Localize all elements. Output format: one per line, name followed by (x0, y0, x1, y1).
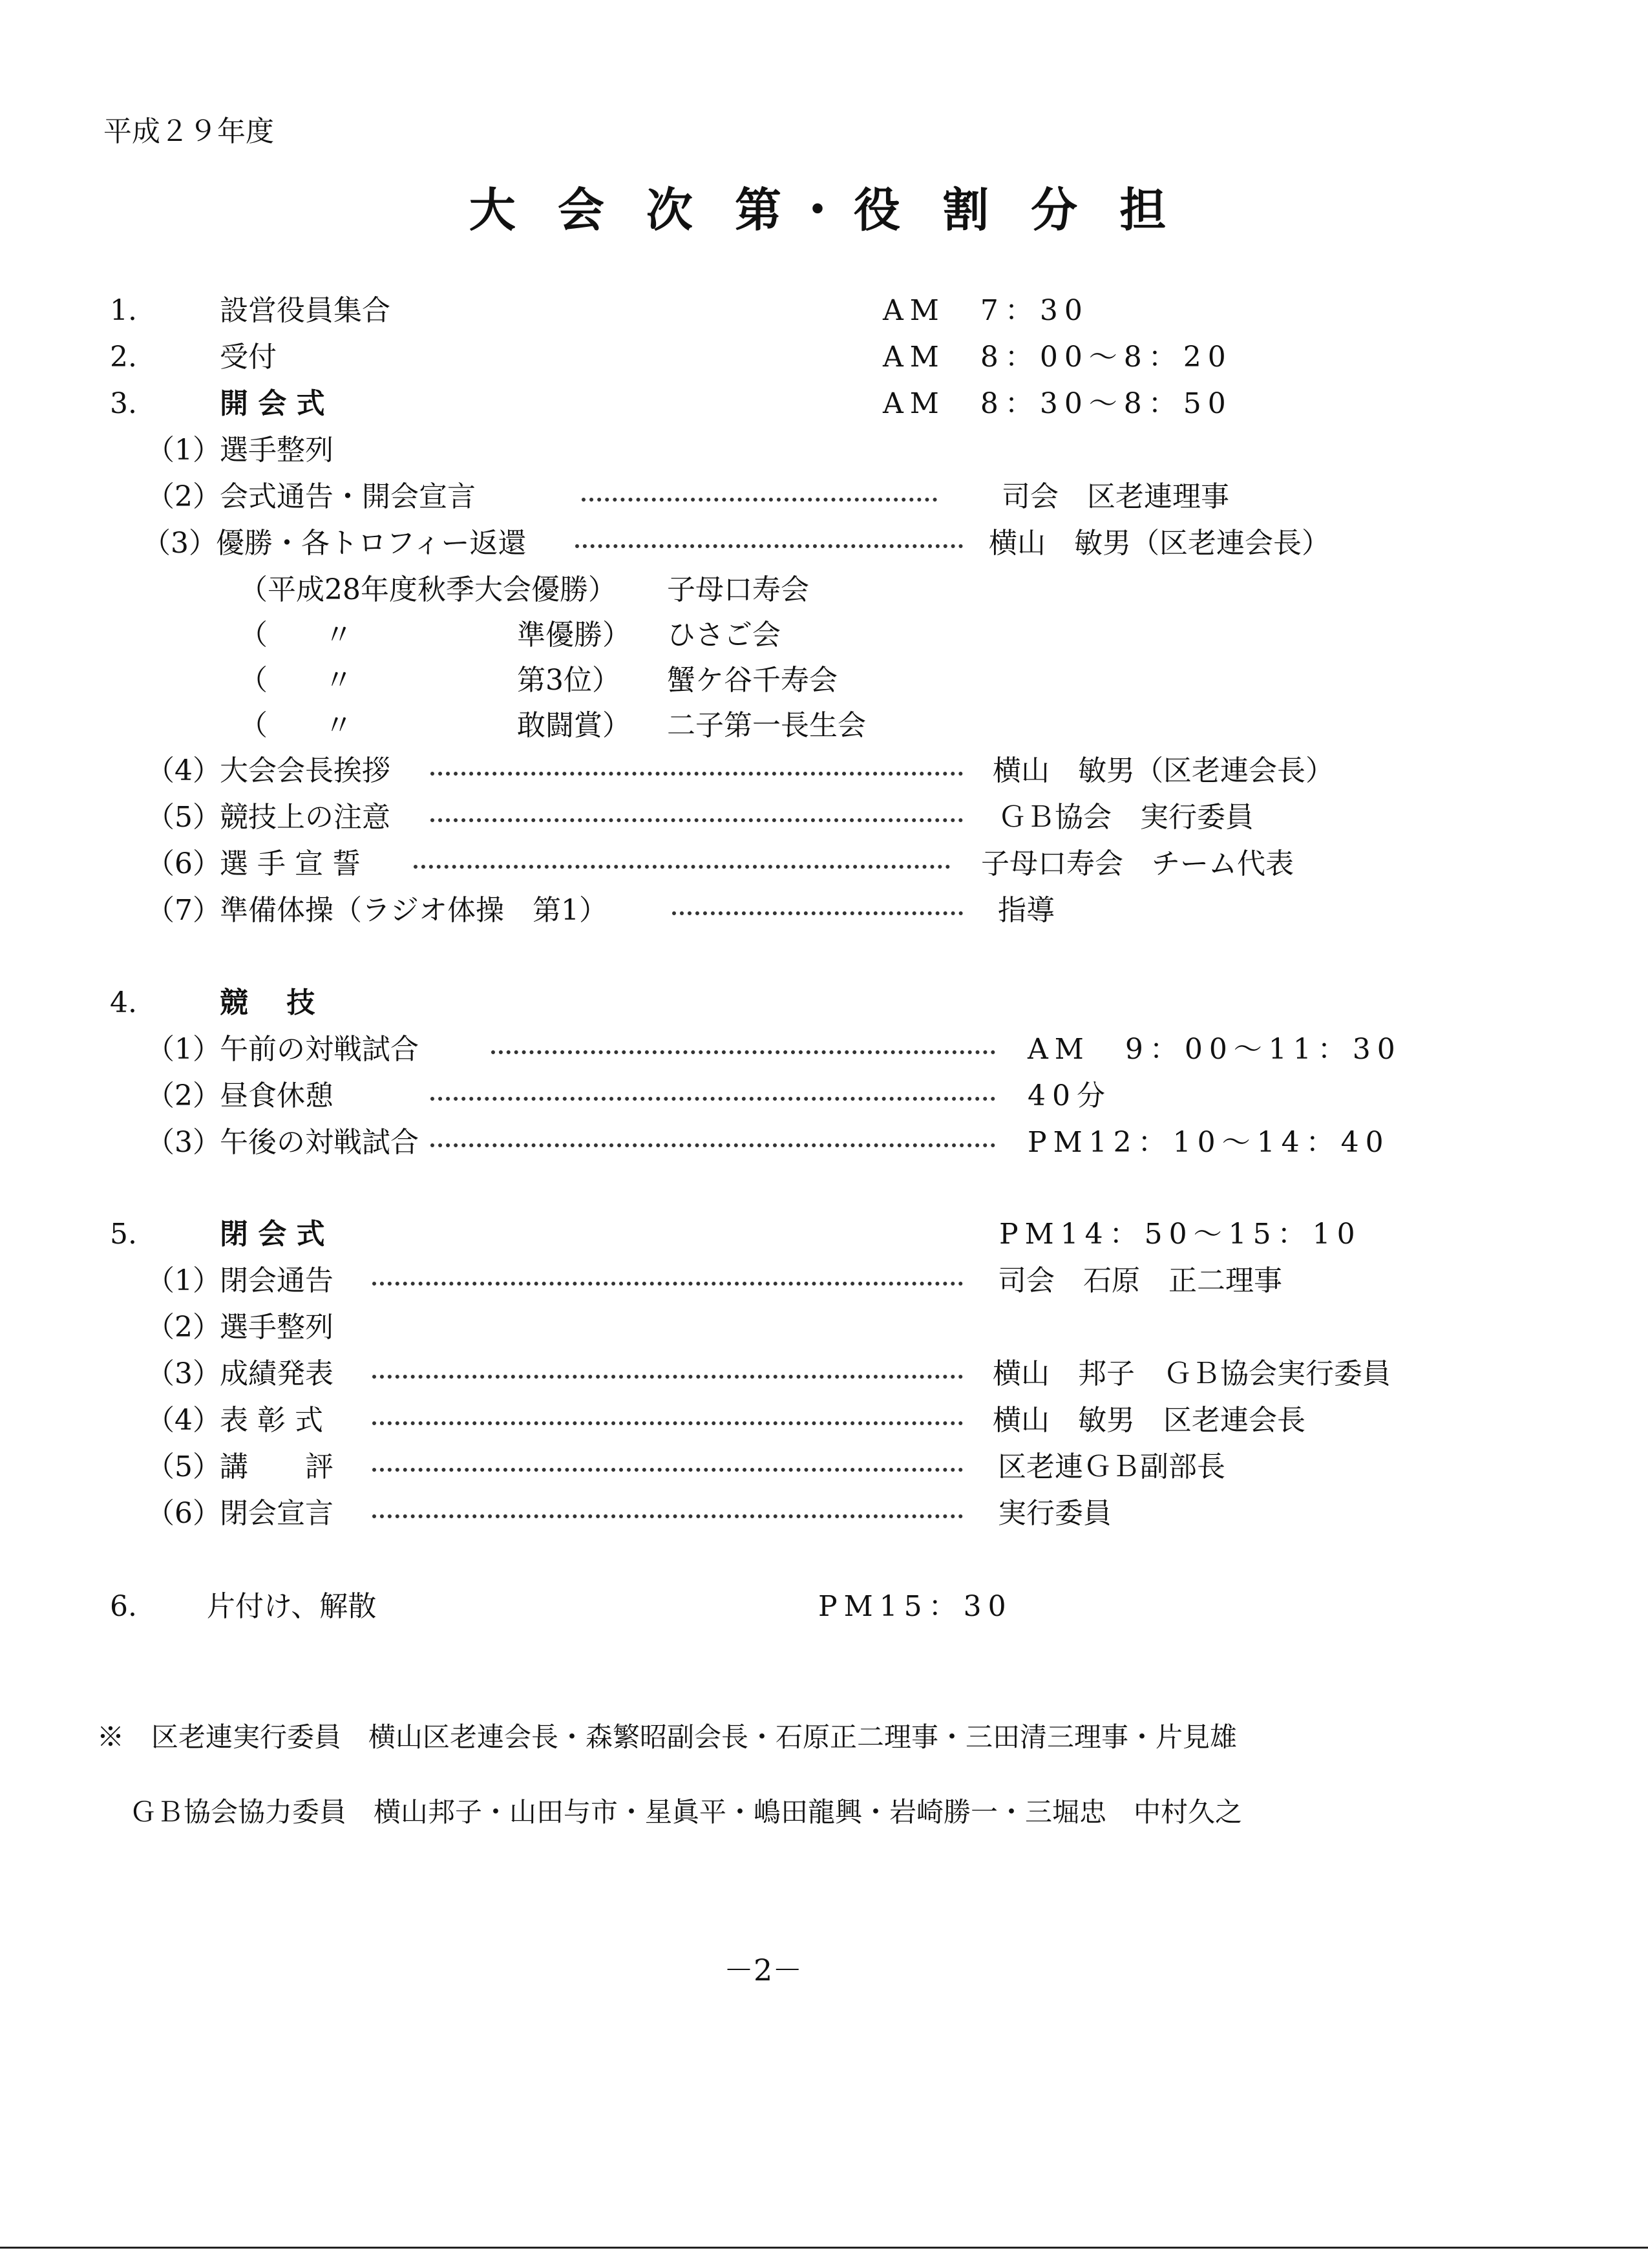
leader-dots (414, 865, 950, 869)
item-1-time: AM 7：30 (883, 294, 1089, 327)
closing-label: 閉 会 式 (220, 1218, 325, 1251)
item-2-number: 2. (110, 341, 137, 374)
closing-4-number: （4） (146, 1404, 221, 1437)
opening-3-number: （3） (142, 527, 217, 560)
trophy-2-col2: 準優勝） (517, 619, 631, 652)
closing-5-label: 講 評 (220, 1450, 333, 1483)
opening-3-label: 優勝・各トロフィー返還 (216, 527, 527, 560)
item-2-time: AM 8：00～8：20 (883, 341, 1232, 374)
opening-1-label: 選手整列 (220, 434, 333, 467)
leader-dots (372, 1421, 963, 1425)
page-title: 大 会 次 第・役 割 分 担 (469, 182, 1179, 237)
trophy-1-team: 子母口寿会 (667, 573, 809, 606)
closing-4-label: 表 彰 式 (220, 1404, 323, 1437)
opening-5-person: ＧＢ協会 実行委員 (998, 801, 1254, 834)
competition-label: 競 技 (220, 986, 315, 1019)
item-1-label: 設営役員集合 (220, 294, 390, 327)
competition-3-label: 午後の対戦試合 (220, 1126, 419, 1159)
cleanup-number: 6. (110, 1590, 137, 1623)
closing-1-label: 閉会通告 (220, 1264, 333, 1297)
opening-6-person: 子母口寿会 チーム代表 (981, 847, 1294, 880)
closing-5-person: 区老連ＧＢ副部長 (998, 1450, 1225, 1483)
trophy-4-col1: （ 〃 (239, 709, 353, 742)
opening-1-number: （1） (146, 434, 221, 467)
item-2-label: 受付 (220, 341, 277, 374)
competition-1-label: 午前の対戦試合 (220, 1033, 419, 1066)
trophy-4-col2: 敢闘賞） (517, 709, 631, 742)
closing-number: 5. (110, 1218, 137, 1251)
closing-3-label: 成績発表 (220, 1357, 333, 1390)
opening-4-number: （4） (146, 754, 221, 787)
opening-5-number: （5） (146, 801, 221, 834)
leader-dots (430, 772, 963, 776)
item-3-time: AM 8：30～8：50 (883, 387, 1232, 420)
closing-6-label: 閉会宣言 (220, 1497, 333, 1530)
closing-2-label: 選手整列 (220, 1311, 333, 1344)
trophy-3-col2: 第3位） (517, 664, 620, 697)
leader-dots (575, 544, 963, 548)
leader-dots (372, 1375, 963, 1379)
leader-dots (430, 1143, 995, 1147)
competition-1-value: AM 9：00～11：30 (1028, 1033, 1402, 1066)
leader-dots (430, 1097, 995, 1101)
item-1-number: 1. (110, 294, 137, 327)
trophy-1-col1: （平成28年度秋季大会優勝） (239, 573, 617, 606)
closing-time: PM14：50～15：10 (999, 1218, 1362, 1251)
committee-note-2: ＧＢ協会協力委員 横山邦子・山田与市・星眞平・嶋田龍興・岩崎勝一・三堀忠 中村久之 (129, 1796, 1243, 1828)
opening-3-person: 横山 敏男（区老連会長） (989, 527, 1330, 560)
closing-6-number: （6） (146, 1497, 221, 1530)
competition-2-value: 40分 (1028, 1079, 1112, 1112)
closing-5-number: （5） (146, 1450, 221, 1483)
leader-dots (372, 1514, 963, 1518)
competition-3-number: （3） (146, 1126, 221, 1159)
competition-number: 4. (110, 986, 137, 1019)
opening-4-label: 大会会長挨拶 (220, 754, 390, 787)
scan-edge-line (0, 2247, 1648, 2249)
opening-2-number: （2） (146, 480, 221, 513)
leader-dots (372, 1468, 963, 1472)
closing-6-person: 実行委員 (998, 1497, 1112, 1530)
opening-7-number: （7） (146, 894, 221, 927)
opening-5-label: 競技上の注意 (220, 801, 390, 834)
leader-dots (372, 1282, 963, 1286)
committee-note-1: ※ 区老連実行委員 横山区老連会長・森繁昭副会長・石原正二理事・三田清三理事・片見雄 (97, 1721, 1238, 1753)
opening-4-person: 横山 敏男（区老連会長） (993, 754, 1334, 787)
opening-2-label: 会式通告・開会宣言 (220, 480, 476, 513)
competition-2-number: （2） (146, 1079, 221, 1112)
opening-7-label: 準備体操（ラジオ体操 第1） (220, 894, 607, 927)
leader-dots (430, 818, 963, 822)
leader-dots (582, 498, 937, 502)
opening-7-person: 指導 (998, 894, 1055, 927)
item-3-number: 3. (110, 387, 137, 420)
competition-2-label: 昼食休憩 (220, 1079, 333, 1112)
opening-6-number: （6） (146, 847, 221, 880)
opening-2-person: 司会 区老連理事 (1002, 480, 1229, 513)
opening-6-label: 選 手 宣 誓 (220, 847, 361, 880)
competition-1-number: （1） (146, 1033, 221, 1066)
cleanup-time: PM15：30 (818, 1590, 1013, 1623)
item-3-label: 開 会 式 (220, 387, 325, 420)
trophy-2-col1: （ 〃 (239, 619, 353, 652)
trophy-3-col1: （ 〃 (239, 664, 353, 697)
closing-3-number: （3） (146, 1357, 221, 1390)
leader-dots (672, 911, 963, 915)
closing-2-number: （2） (146, 1311, 221, 1344)
page-number: －2－ (724, 1953, 803, 1987)
closing-3-person: 横山 邦子 ＧＢ協会実行委員 (993, 1357, 1391, 1390)
trophy-4-team: 二子第一長生会 (667, 709, 866, 742)
closing-1-person: 司会 石原 正二理事 (998, 1264, 1282, 1297)
competition-3-value: PM12：10～14：40 (1028, 1126, 1390, 1159)
closing-1-number: （1） (146, 1264, 221, 1297)
cleanup-label: 片付け、解散 (207, 1590, 377, 1623)
leader-dots (491, 1050, 995, 1054)
trophy-3-team: 蟹ケ谷千寿会 (667, 664, 838, 697)
trophy-2-team: ひさご会 (667, 619, 781, 652)
year-label: 平成２９年度 (103, 115, 274, 148)
closing-4-person: 横山 敏男 区老連会長 (993, 1404, 1305, 1437)
